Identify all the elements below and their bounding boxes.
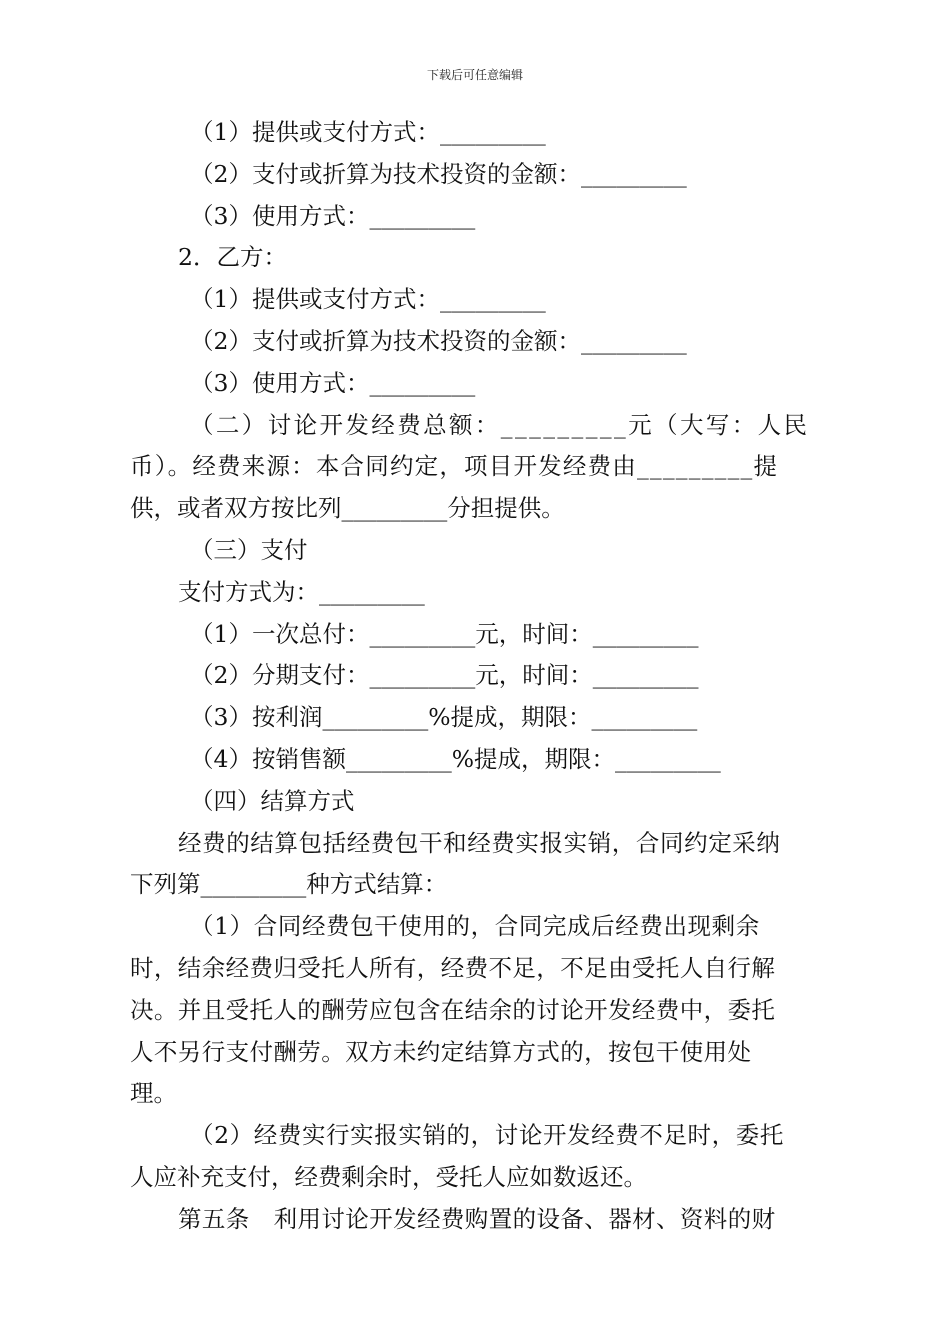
text-line: 人应补充支付，经费剩余时，受托人应如数返还。: [130, 1162, 647, 1191]
text-line: （四）结算方式: [190, 786, 355, 815]
text-line: 币）。经费来源：本合同约定，项目开发经费由_________提: [130, 452, 779, 481]
text-line: （1）一次总付：_________元，时间：_________: [190, 619, 699, 648]
text-line: 理。: [130, 1079, 177, 1108]
text-line: 支付方式为：_________: [178, 577, 425, 606]
text-line: 第五条 利用讨论开发经费购置的设备、器材、资料的财: [178, 1204, 776, 1233]
document-body: [130, 112, 820, 1241]
text-line: （1）合同经费包干使用的，合同完成后经费出现剩余: [190, 912, 760, 941]
text-line: （1）提供或支付方式：_________: [190, 118, 546, 146]
text-line: 下列第_________种方式结算：: [130, 870, 448, 899]
text-line: （3）按利润_________%提成，期限：_________: [190, 703, 698, 732]
text-line: （二）讨论开发经费总额：_________元（大写：人民: [190, 410, 810, 439]
text-line: （1）提供或支付方式：_________: [190, 285, 546, 314]
text-line: 经费的结算包括经费包干和经费实报实销，合同约定采纳: [178, 828, 781, 857]
text-line: （2）经费实行实报实销的，讨论开发经费不足时，委托: [190, 1121, 784, 1150]
text-line: 2．乙方：: [178, 243, 287, 272]
text-line: （2）分期支付：_________元，时间：_________: [190, 661, 699, 690]
text-line: 人不另行支付酬劳。双方未约定结算方式的，按包干使用处: [130, 1037, 752, 1066]
text-line: 时，结余经费归受托人所有，经费不足，不足由受托人自行解: [130, 953, 776, 982]
text-line: 决。并且受托人的酬劳应包含在结余的讨论开发经费中，委托: [130, 995, 776, 1024]
page-header-watermark: 下载后可任意编辑: [426, 68, 523, 82]
text-line: （3）使用方式：_________: [190, 201, 476, 230]
text-line: （2）支付或折算为技术投资的金额：_________: [190, 326, 687, 355]
text-line: （3）使用方式：_________: [190, 368, 476, 397]
text-line: （三）支付: [190, 535, 308, 564]
text-line: （4）按销售额_________%提成，期限：_________: [190, 744, 721, 773]
text-line: （2）支付或折算为技术投资的金额：_________: [190, 159, 687, 188]
text-line: 供，或者双方按比列_________分担提供。: [130, 494, 565, 523]
